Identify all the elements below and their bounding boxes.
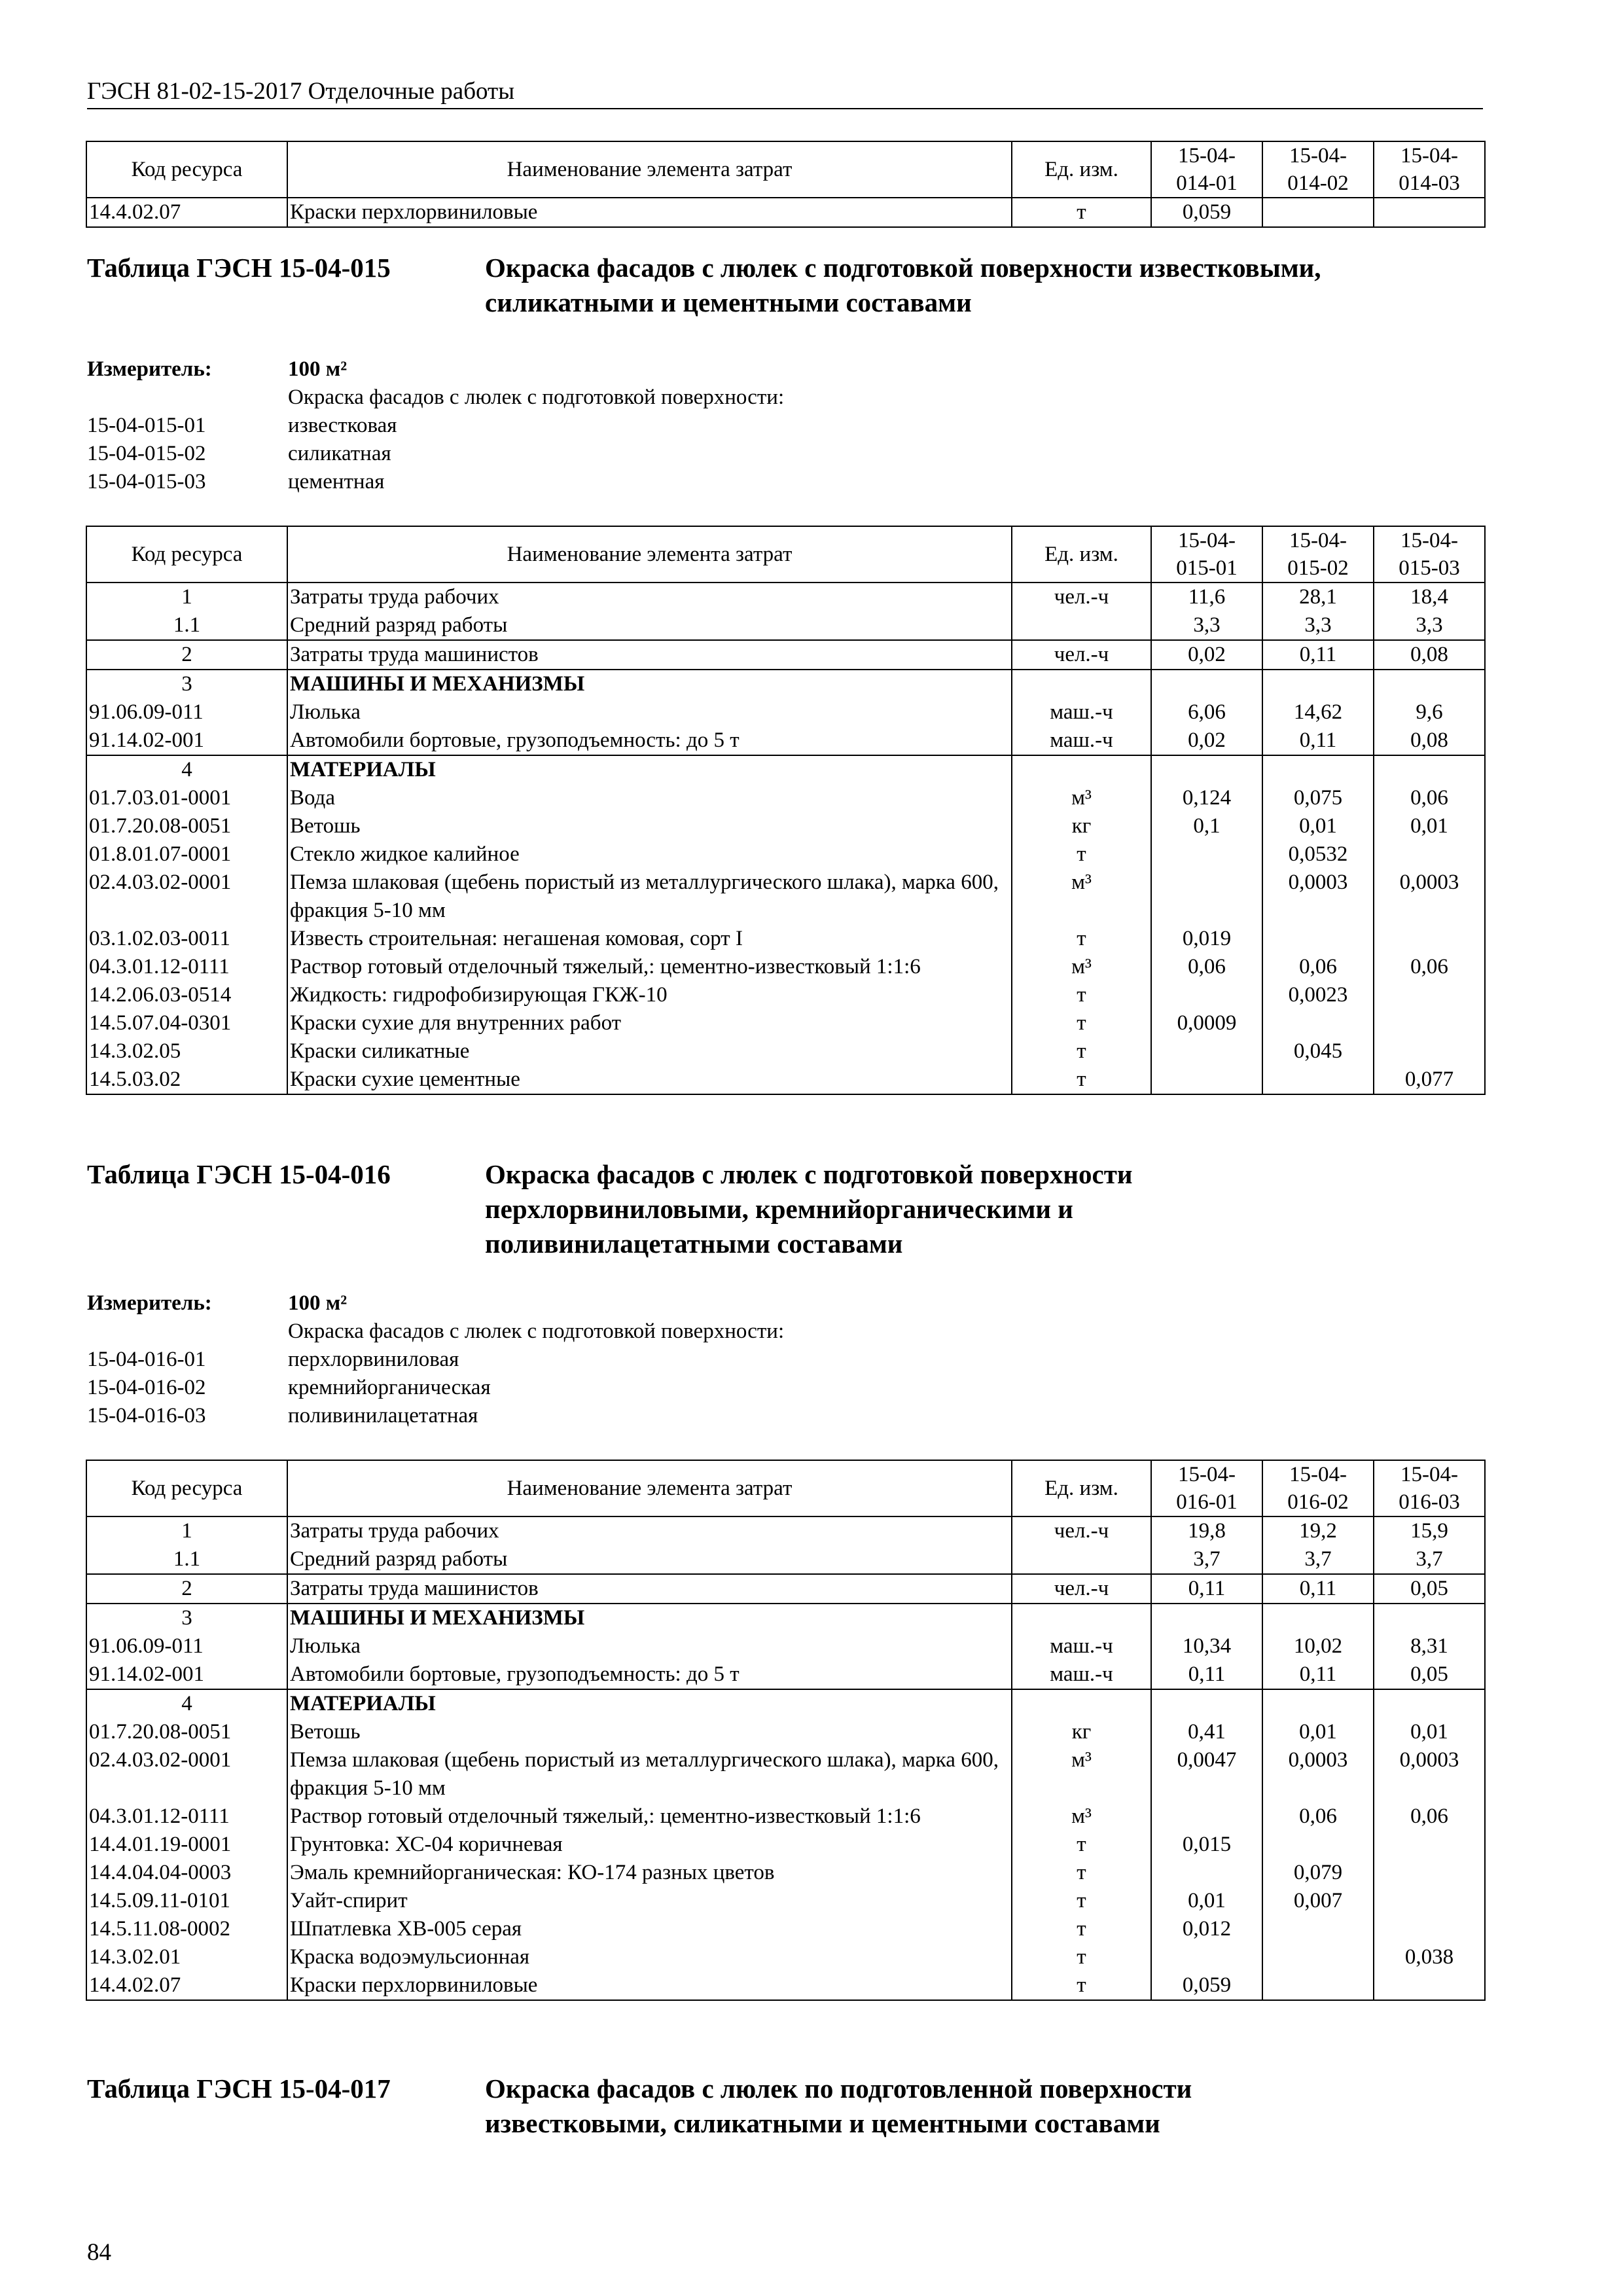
resource-name-cell: Краски сухие цементные [287, 1066, 1012, 1094]
resource-name-cell: Эмаль кремнийорганическая: КО-174 разных цветов [287, 1859, 1012, 1887]
unit-cell [1012, 1604, 1151, 1632]
resource-code-cell: 14.3.02.05 [86, 1037, 287, 1066]
value-cell-3: 0,08 [1374, 640, 1485, 670]
unit-cell [1012, 1545, 1151, 1574]
table-row [86, 1718, 1485, 1746]
value-cell-1: 0,11 [1151, 1574, 1262, 1604]
value-cell-1: 0,059 [1151, 198, 1262, 227]
value-cell-3: 0,038 [1374, 1943, 1485, 1971]
value-cell-1 [1151, 869, 1262, 925]
resource-name-cell: Краска водоэмульсионная [287, 1943, 1012, 1971]
resource-code-cell: 2 [86, 1574, 287, 1604]
table-row [86, 583, 1485, 611]
table-number: Таблица ГЭСН 15-04-016 [87, 1159, 391, 1189]
value-cell-1: 0,124 [1151, 784, 1262, 812]
table-number: Таблица ГЭСН 15-04-015 [87, 253, 391, 283]
unit-cell: маш.-ч [1012, 1632, 1151, 1660]
unit-cell [1012, 670, 1151, 698]
table-row [86, 1660, 1485, 1689]
meter-description: Окраска фасадов с люлек с подготовкой поверхности: [288, 386, 785, 409]
resource-code-cell: 14.2.06.03-0514 [86, 981, 287, 1009]
value-cell-3: 0,06 [1374, 1803, 1485, 1831]
resource-name-cell: Люлька [287, 1632, 1012, 1660]
resource-name-cell: Пемза шлаковая (щебень пористый из металлургического шлака), марка 600, фракция 5-10 мм [287, 1746, 1012, 1803]
value-cell-1: 0,0009 [1151, 1009, 1262, 1037]
unit-cell: т [1012, 1066, 1151, 1094]
unit-cell [1012, 611, 1151, 640]
value-cell-3 [1374, 1887, 1485, 1915]
resource-code-cell: 02.4.03.02-0001 [86, 869, 287, 925]
table-number: Таблица ГЭСН 15-04-017 [87, 2073, 391, 2104]
value-cell-3: 0,06 [1374, 784, 1485, 812]
value-cell-3 [1374, 981, 1485, 1009]
resource-table-015-04-014 [86, 141, 1486, 228]
value-cell-1 [1151, 1689, 1262, 1718]
value-cell-2: 0,11 [1262, 1574, 1374, 1604]
resource-code-cell: 02.4.03.02-0001 [86, 1746, 287, 1803]
table-row [86, 840, 1485, 869]
value-cell-3: 0,06 [1374, 953, 1485, 981]
header-code: Код ресурса [86, 526, 287, 583]
header-name: Наименование элемента затрат [287, 141, 1012, 198]
unit-cell: маш.-ч [1012, 1660, 1151, 1689]
unit-cell: маш.-ч [1012, 698, 1151, 726]
header-code: Код ресурса [86, 141, 287, 198]
table-row [86, 198, 1485, 227]
unit-cell: кг [1012, 812, 1151, 840]
table-row [86, 1037, 1485, 1066]
resource-name-cell: МАТЕРИАЛЫ [287, 1689, 1012, 1718]
value-cell-1: 6,06 [1151, 698, 1262, 726]
resource-code-cell: 14.3.02.01 [86, 1943, 287, 1971]
unit-cell: т [1012, 1009, 1151, 1037]
variant-code: 15-04-016-02 [87, 1376, 206, 1399]
table-row [86, 1516, 1485, 1545]
value-cell-3: 15,9 [1374, 1516, 1485, 1545]
table-row [86, 1831, 1485, 1859]
resource-code-cell: 01.8.01.07-0001 [86, 840, 287, 869]
value-cell-3: 0,0003 [1374, 1746, 1485, 1803]
resource-code-cell: 1.1 [86, 611, 287, 640]
value-cell-1: 0,015 [1151, 1831, 1262, 1859]
value-cell-3 [1374, 925, 1485, 953]
header-name: Наименование элемента затрат [287, 526, 1012, 583]
value-cell-1: 0,02 [1151, 640, 1262, 670]
unit-cell: м³ [1012, 784, 1151, 812]
value-cell-2 [1262, 1943, 1374, 1971]
value-cell-3: 0,01 [1374, 1718, 1485, 1746]
value-cell-2: 3,7 [1262, 1545, 1374, 1574]
value-cell-2: 0,06 [1262, 953, 1374, 981]
value-cell-1: 0,059 [1151, 1971, 1262, 2000]
value-cell-2 [1262, 1831, 1374, 1859]
value-cell-2: 0,06 [1262, 1803, 1374, 1831]
value-cell-1: 0,02 [1151, 726, 1262, 755]
unit-cell: кг [1012, 1718, 1151, 1746]
variant-code: 15-04-015-03 [87, 470, 206, 493]
value-cell-3: 8,31 [1374, 1632, 1485, 1660]
unit-cell: м³ [1012, 953, 1151, 981]
value-cell-3: 3,7 [1374, 1545, 1485, 1574]
value-cell-2: 0,007 [1262, 1887, 1374, 1915]
value-cell-3 [1374, 198, 1485, 227]
table-row [86, 784, 1485, 812]
unit-cell: т [1012, 198, 1151, 227]
table-row [86, 1689, 1485, 1718]
resource-code-cell: 4 [86, 755, 287, 784]
value-cell-3: 0,05 [1374, 1660, 1485, 1689]
value-cell-1 [1151, 755, 1262, 784]
unit-cell: т [1012, 1943, 1151, 1971]
resource-code-cell: 01.7.20.08-0051 [86, 1718, 287, 1746]
resource-name-cell: Затраты труда рабочих [287, 1516, 1012, 1545]
value-cell-1 [1151, 981, 1262, 1009]
resource-code-cell: 14.5.03.02 [86, 1066, 287, 1094]
resource-code-cell: 91.14.02-001 [86, 1660, 287, 1689]
header-col-3: 15-04- 015-03 [1374, 526, 1485, 583]
value-cell-2: 28,1 [1262, 583, 1374, 611]
header-col-2: 15-04- 014-02 [1262, 141, 1374, 198]
value-cell-2 [1262, 1009, 1374, 1037]
table-row [86, 1746, 1485, 1803]
value-cell-1 [1151, 1859, 1262, 1887]
value-cell-1 [1151, 1066, 1262, 1094]
value-cell-3: 0,077 [1374, 1066, 1485, 1094]
value-cell-3: 3,3 [1374, 611, 1485, 640]
value-cell-3 [1374, 1859, 1485, 1887]
value-cell-2: 0,079 [1262, 1859, 1374, 1887]
table-row [86, 1009, 1485, 1037]
resource-name-cell: Вода [287, 784, 1012, 812]
value-cell-2: 19,2 [1262, 1516, 1374, 1545]
resource-name-cell: Раствор готовый отделочный тяжелый,: цементно-известковый 1:1:6 [287, 953, 1012, 981]
table-heading: Окраска фасадов с люлек с подготовкой поверхности перхлорвиниловыми, кремнийорганическими и поливинилацетатными составами [485, 1159, 1133, 1259]
value-cell-2 [1262, 198, 1374, 227]
unit-cell: т [1012, 840, 1151, 869]
unit-cell: м³ [1012, 1746, 1151, 1803]
value-cell-2: 0,01 [1262, 1718, 1374, 1746]
variant-name: известковая [288, 414, 397, 437]
header-col-1: 15-04- 016-01 [1151, 1460, 1262, 1516]
resource-code-cell: 1 [86, 1516, 287, 1545]
resource-code-cell: 14.5.11.08-0002 [86, 1915, 287, 1943]
meter-label: Измеритель: [87, 357, 212, 381]
value-cell-2 [1262, 1971, 1374, 2000]
resource-name-cell: Известь строительная: негашеная комовая, сорт I [287, 925, 1012, 953]
value-cell-1 [1151, 1943, 1262, 1971]
variant-code: 15-04-016-03 [87, 1404, 206, 1427]
resource-name-cell: Краски перхлорвиниловые [287, 198, 1012, 227]
resource-name-cell: Краски перхлорвиниловые [287, 1971, 1012, 2000]
unit-cell [1012, 755, 1151, 784]
table-row [86, 953, 1485, 981]
header-unit: Ед. изм. [1012, 1460, 1151, 1516]
resource-code-cell: 91.06.09-011 [86, 1632, 287, 1660]
value-cell-2: 14,62 [1262, 698, 1374, 726]
value-cell-3 [1374, 670, 1485, 698]
value-cell-2: 3,3 [1262, 611, 1374, 640]
resource-name-cell: Затраты труда машинистов [287, 640, 1012, 670]
table-row [86, 1604, 1485, 1632]
unit-cell: т [1012, 1831, 1151, 1859]
resource-name-cell: Ветошь [287, 1718, 1012, 1746]
table-heading: Окраска фасадов с люлек с подготовкой поверхности известковыми, силикатными и цементными составами [485, 253, 1321, 317]
variant-code: 15-04-016-01 [87, 1348, 206, 1371]
resource-name-cell: Уайт-спирит [287, 1887, 1012, 1915]
value-cell-3 [1374, 840, 1485, 869]
unit-cell [1012, 1689, 1151, 1718]
header-code: Код ресурса [86, 1460, 287, 1516]
unit-cell: маш.-ч [1012, 726, 1151, 755]
resource-code-cell: 14.4.01.19-0001 [86, 1831, 287, 1859]
value-cell-3 [1374, 1009, 1485, 1037]
resource-name-cell: Пемза шлаковая (щебень пористый из металлургического шлака), марка 600, фракция 5-10 мм [287, 869, 1012, 925]
resource-code-cell: 04.3.01.12-0111 [86, 1803, 287, 1831]
resource-name-cell: Шпатлевка ХВ-005 серая [287, 1915, 1012, 1943]
resource-code-cell: 01.7.03.01-0001 [86, 784, 287, 812]
value-cell-2: 0,075 [1262, 784, 1374, 812]
table-row [86, 1915, 1485, 1943]
page-number: 84 [87, 2239, 111, 2266]
value-cell-2: 0,11 [1262, 640, 1374, 670]
table-row [86, 1545, 1485, 1574]
resource-name-cell: МАШИНЫ И МЕХАНИЗМЫ [287, 1604, 1012, 1632]
variant-name: кремнийорганическая [288, 1376, 491, 1399]
resource-code-cell: 91.14.02-001 [86, 726, 287, 755]
resource-name-cell: Затраты труда рабочих [287, 583, 1012, 611]
value-cell-3 [1374, 1604, 1485, 1632]
value-cell-1 [1151, 840, 1262, 869]
unit-cell: чел.-ч [1012, 583, 1151, 611]
header-unit: Ед. изм. [1012, 141, 1151, 198]
value-cell-3 [1374, 1689, 1485, 1718]
resource-name-cell: Стекло жидкое калийное [287, 840, 1012, 869]
resource-code-cell: 1 [86, 583, 287, 611]
value-cell-2: 0,045 [1262, 1037, 1374, 1066]
table-row [86, 869, 1485, 925]
resource-code-cell: 4 [86, 1689, 287, 1718]
resource-name-cell: Краски силикатные [287, 1037, 1012, 1066]
resource-name-cell: Автомобили бортовые, грузоподъемность: до 5 т [287, 1660, 1012, 1689]
resource-name-cell: Средний разряд работы [287, 1545, 1012, 1574]
value-cell-1: 3,7 [1151, 1545, 1262, 1574]
page-header: ГЭСН 81-02-15-2017 Отделочные работы [87, 77, 1483, 109]
resource-code-cell: 01.7.20.08-0051 [86, 812, 287, 840]
value-cell-3: 0,0003 [1374, 869, 1485, 925]
value-cell-3: 18,4 [1374, 583, 1485, 611]
unit-cell: т [1012, 1971, 1151, 2000]
header-col-2: 15-04- 015-02 [1262, 526, 1374, 583]
resource-code-cell: 3 [86, 1604, 287, 1632]
value-cell-3 [1374, 1915, 1485, 1943]
value-cell-1: 0,11 [1151, 1660, 1262, 1689]
value-cell-3: 0,08 [1374, 726, 1485, 755]
table-row [86, 812, 1485, 840]
value-cell-2: 10,02 [1262, 1632, 1374, 1660]
resource-code-cell: 2 [86, 640, 287, 670]
value-cell-1: 0,019 [1151, 925, 1262, 953]
value-cell-3: 9,6 [1374, 698, 1485, 726]
unit-cell: м³ [1012, 869, 1151, 925]
resource-code-cell: 04.3.01.12-0111 [86, 953, 287, 981]
resource-code-cell: 03.1.02.03-0011 [86, 925, 287, 953]
value-cell-1: 0,1 [1151, 812, 1262, 840]
resource-code-cell: 14.4.02.07 [86, 198, 287, 227]
value-cell-2 [1262, 925, 1374, 953]
resource-table-15-04-015 [86, 526, 1486, 1095]
value-cell-1 [1151, 1803, 1262, 1831]
resource-name-cell: Краски сухие для внутренних работ [287, 1009, 1012, 1037]
resource-code-cell: 14.5.07.04-0301 [86, 1009, 287, 1037]
value-cell-3 [1374, 1971, 1485, 2000]
table-row [86, 755, 1485, 784]
header-name: Наименование элемента затрат [287, 1460, 1012, 1516]
meter-value: 100 м² [288, 1291, 348, 1315]
value-cell-2 [1262, 1915, 1374, 1943]
resource-table-15-04-016 [86, 1460, 1486, 2001]
value-cell-1: 0,06 [1151, 953, 1262, 981]
value-cell-2: 0,11 [1262, 726, 1374, 755]
resource-name-cell: Грунтовка: ХС-04 коричневая [287, 1831, 1012, 1859]
value-cell-2 [1262, 670, 1374, 698]
value-cell-2 [1262, 1066, 1374, 1094]
value-cell-2: 0,0003 [1262, 1746, 1374, 1803]
value-cell-1 [1151, 1037, 1262, 1066]
value-cell-1: 11,6 [1151, 583, 1262, 611]
value-cell-1: 0,012 [1151, 1915, 1262, 1943]
value-cell-1: 0,0047 [1151, 1746, 1262, 1803]
header-col-3: 15-04- 014-03 [1374, 141, 1485, 198]
variant-name: перхлорвиниловая [288, 1348, 459, 1371]
resource-name-cell: Жидкость: гидрофобизирующая ГКЖ-10 [287, 981, 1012, 1009]
resource-name-cell: Люлька [287, 698, 1012, 726]
header-col-1: 15-04- 015-01 [1151, 526, 1262, 583]
variant-name: силикатная [288, 442, 391, 465]
resource-name-cell: МАТЕРИАЛЫ [287, 755, 1012, 784]
table-row [86, 1971, 1485, 2000]
value-cell-2: 0,01 [1262, 812, 1374, 840]
resource-code-cell: 91.06.09-011 [86, 698, 287, 726]
table-row [86, 1943, 1485, 1971]
header-col-3: 15-04- 016-03 [1374, 1460, 1485, 1516]
value-cell-2: 0,0532 [1262, 840, 1374, 869]
value-cell-1: 10,34 [1151, 1632, 1262, 1660]
table-row [86, 981, 1485, 1009]
value-cell-1: 0,01 [1151, 1887, 1262, 1915]
resource-code-cell: 14.5.09.11-0101 [86, 1887, 287, 1915]
table-row [86, 1066, 1485, 1094]
unit-cell: м³ [1012, 1803, 1151, 1831]
value-cell-2 [1262, 1689, 1374, 1718]
table-row [86, 925, 1485, 953]
unit-cell: т [1012, 1887, 1151, 1915]
table-row [86, 611, 1485, 640]
resource-name-cell: Средний разряд работы [287, 611, 1012, 640]
variant-name: цементная [288, 470, 385, 493]
resource-code-cell: 3 [86, 670, 287, 698]
resource-name-cell: Ветошь [287, 812, 1012, 840]
table-row [86, 698, 1485, 726]
value-cell-1: 0,41 [1151, 1718, 1262, 1746]
value-cell-2 [1262, 1604, 1374, 1632]
unit-cell: т [1012, 1859, 1151, 1887]
table-row [86, 1887, 1485, 1915]
variant-code: 15-04-015-02 [87, 442, 206, 465]
value-cell-3: 0,05 [1374, 1574, 1485, 1604]
unit-cell: т [1012, 981, 1151, 1009]
value-cell-2 [1262, 755, 1374, 784]
value-cell-1: 3,3 [1151, 611, 1262, 640]
resource-name-cell: МАШИНЫ И МЕХАНИЗМЫ [287, 670, 1012, 698]
header-col-1: 15-04- 014-01 [1151, 141, 1262, 198]
table-row [86, 1632, 1485, 1660]
value-cell-1: 19,8 [1151, 1516, 1262, 1545]
resource-name-cell: Автомобили бортовые, грузоподъемность: до 5 т [287, 726, 1012, 755]
table-row [86, 726, 1485, 755]
unit-cell: чел.-ч [1012, 1574, 1151, 1604]
value-cell-1 [1151, 670, 1262, 698]
resource-name-cell: Раствор готовый отделочный тяжелый,: цементно-известковый 1:1:6 [287, 1803, 1012, 1831]
resource-code-cell: 14.4.04.04-0003 [86, 1859, 287, 1887]
value-cell-1 [1151, 1604, 1262, 1632]
header-unit: Ед. изм. [1012, 526, 1151, 583]
resource-code-cell: 14.4.02.07 [86, 1971, 287, 2000]
meter-value: 100 м² [288, 357, 348, 381]
unit-cell: т [1012, 925, 1151, 953]
table-row [86, 640, 1485, 670]
unit-cell: т [1012, 1037, 1151, 1066]
unit-cell: чел.-ч [1012, 1516, 1151, 1545]
meter-label: Измеритель: [87, 1291, 212, 1315]
unit-cell: т [1012, 1915, 1151, 1943]
value-cell-2: 0,11 [1262, 1660, 1374, 1689]
resource-code-cell: 1.1 [86, 1545, 287, 1574]
meter-description: Окраска фасадов с люлек с подготовкой поверхности: [288, 1319, 785, 1343]
value-cell-3 [1374, 1831, 1485, 1859]
variant-code: 15-04-015-01 [87, 414, 206, 437]
variant-name: поливинилацетатная [288, 1404, 478, 1427]
value-cell-3: 0,01 [1374, 812, 1485, 840]
value-cell-3 [1374, 1037, 1485, 1066]
table-row [86, 1803, 1485, 1831]
unit-cell: чел.-ч [1012, 640, 1151, 670]
header-col-2: 15-04- 016-02 [1262, 1460, 1374, 1516]
table-heading: Окраска фасадов с люлек по подготовленной поверхности известковыми, силикатными и цементными составами [485, 2073, 1192, 2138]
resource-name-cell: Затраты труда машинистов [287, 1574, 1012, 1604]
value-cell-2: 0,0003 [1262, 869, 1374, 925]
table-row [86, 1859, 1485, 1887]
value-cell-3 [1374, 755, 1485, 784]
table-row [86, 1574, 1485, 1604]
table-row [86, 670, 1485, 698]
value-cell-2: 0,0023 [1262, 981, 1374, 1009]
